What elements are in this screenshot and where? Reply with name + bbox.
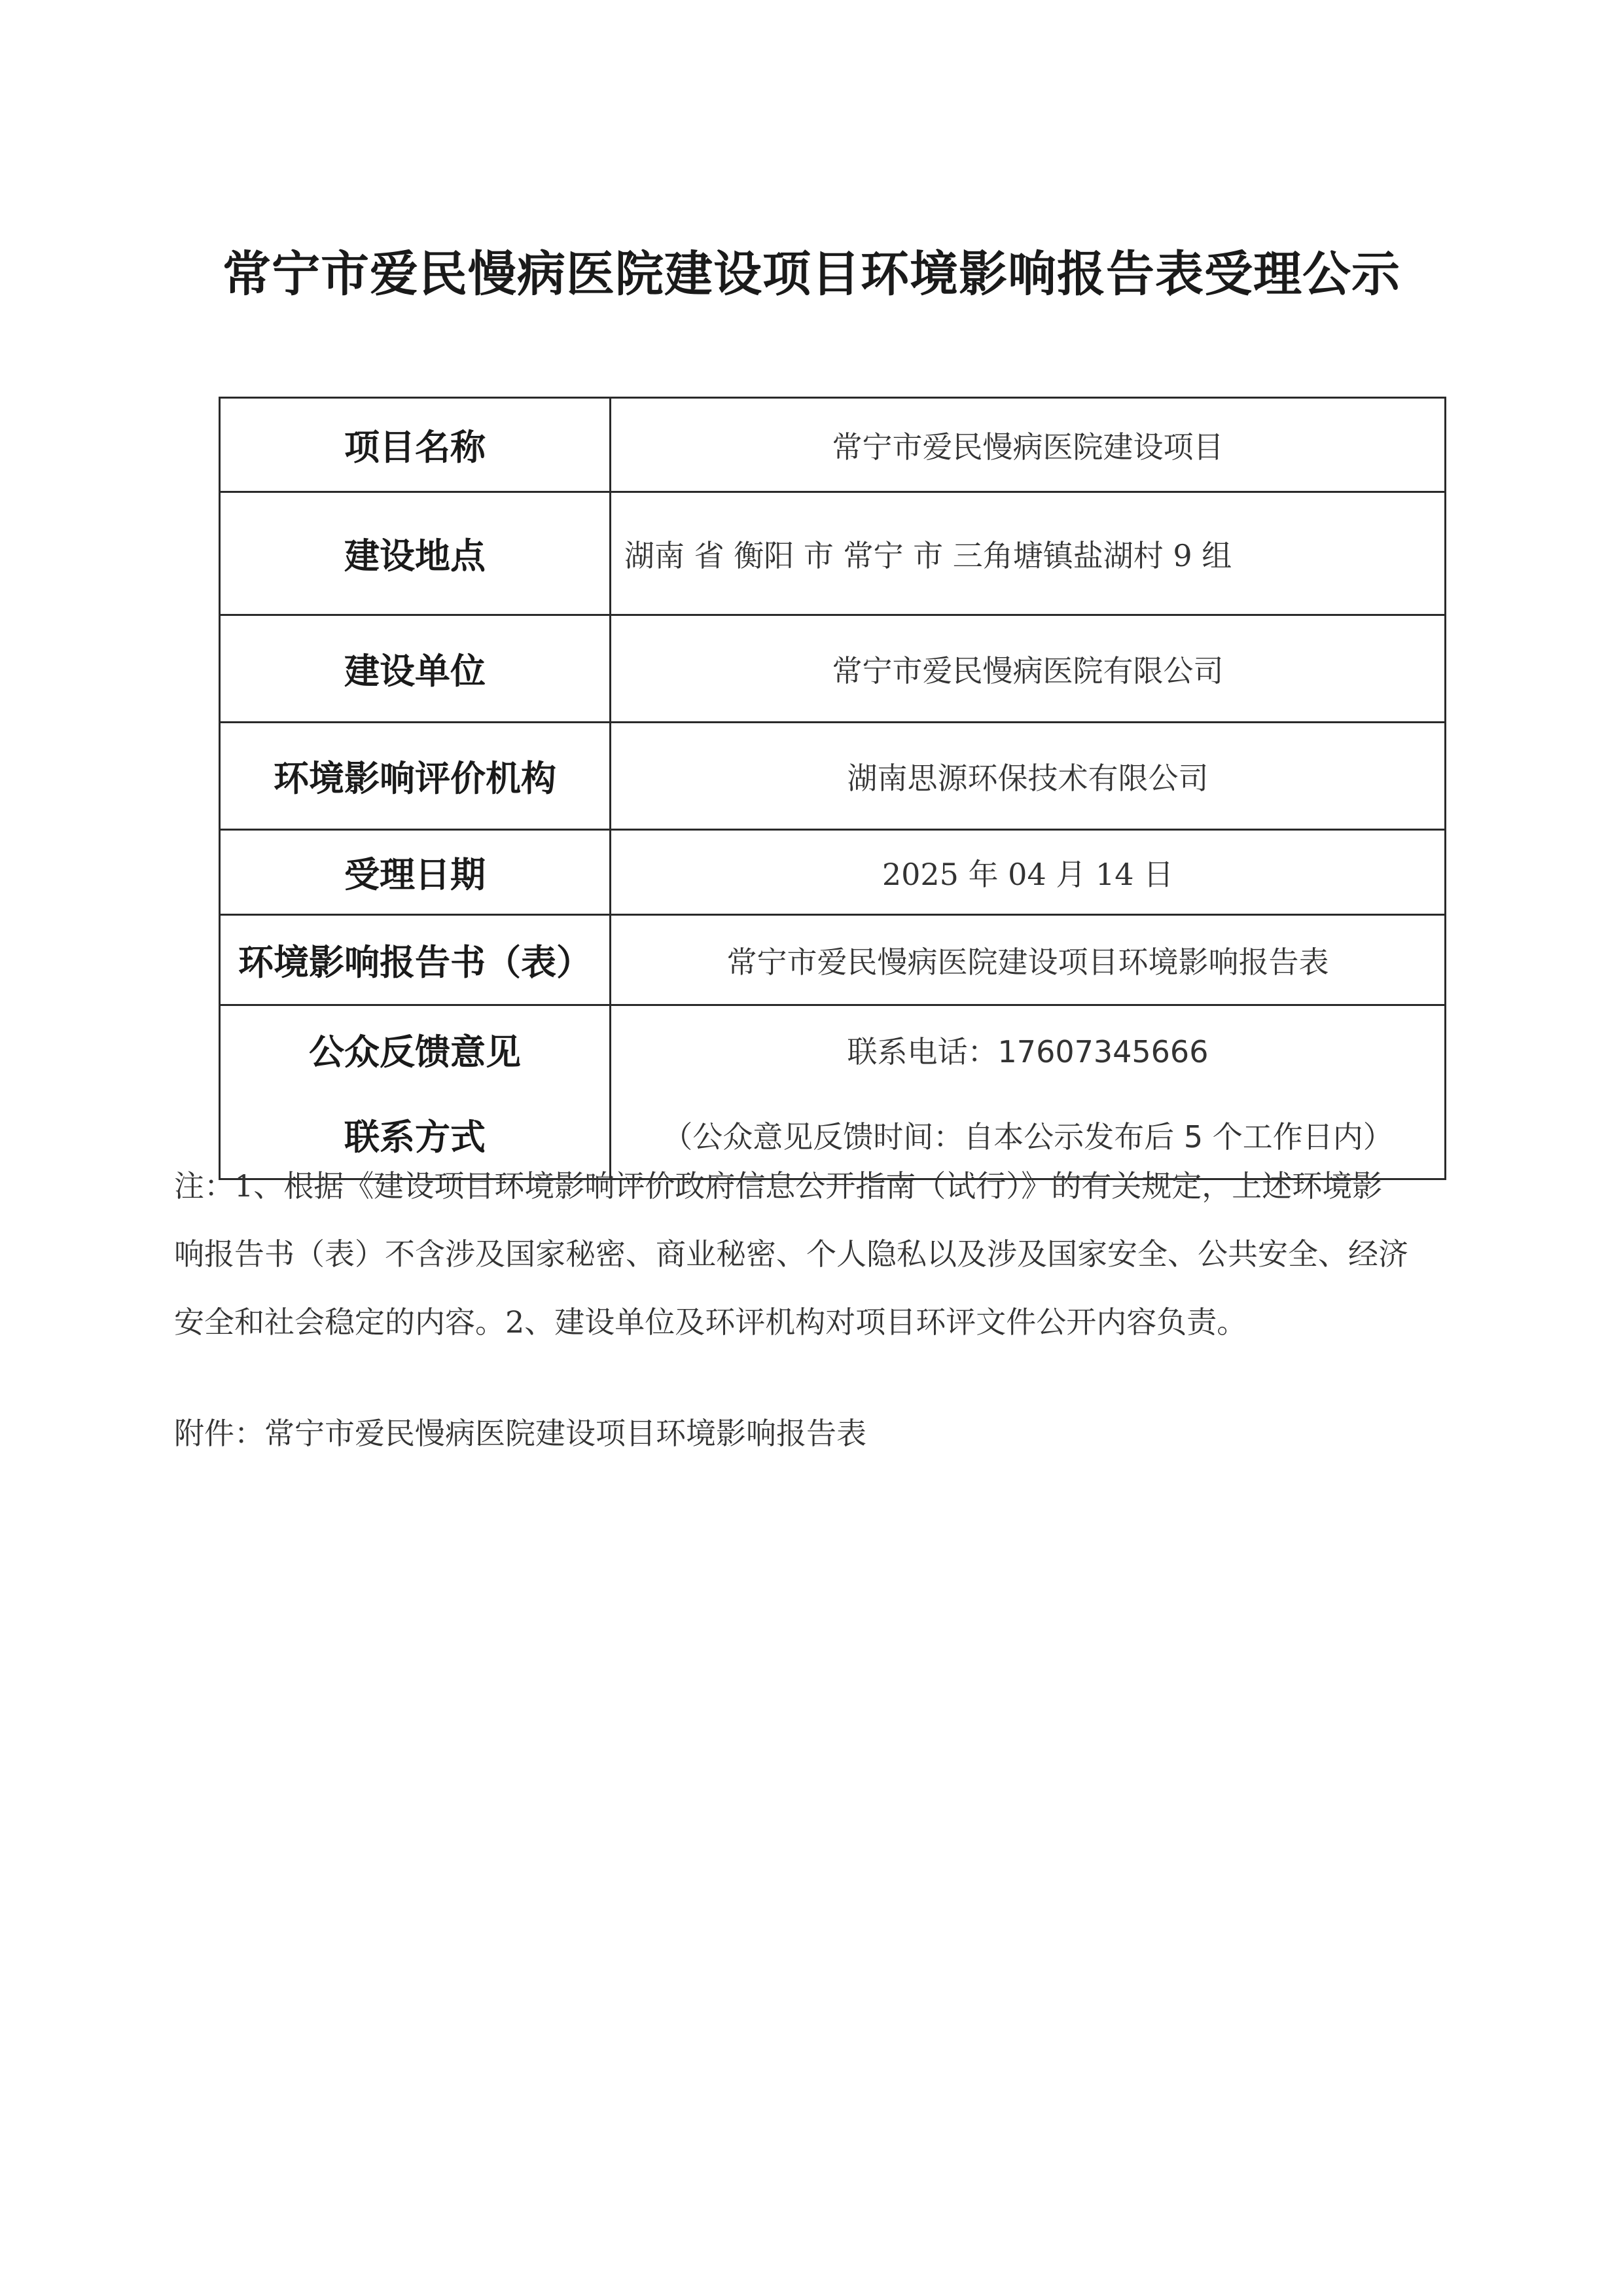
feedback-label-line-2: 联系方式 [344,1117,486,1158]
location-label: 建设地点 [220,492,611,615]
feedback-label-line-1: 公众反馈意见 [309,1031,521,1073]
note-line-2: 响报告书（表）不含涉及国家秘密、商业秘密、个人隐私以及涉及国家安全、公共安全、经济 [174,1236,1408,1272]
feedback-phone: 联系电话：17607345666 [847,1033,1209,1069]
table-row [220,492,1446,615]
feedback-period: （公众意见反馈时间：自本公示发布后 5 个工作日内） [662,1119,1393,1155]
report-value: 常宁市爱民慢病医院建设项目环境影响报告表 [611,915,1446,1005]
table-row [220,398,1446,492]
table-row [220,615,1446,723]
location-value: 湖南 省 衡阳 市 常宁 市 三角塘镇盐湖村 9 组 [611,492,1446,615]
project-name-value: 常宁市爱民慢病医院建设项目 [611,398,1446,492]
note-line-1: 注：1、根据《建设项目环境影响评价政府信息公开指南（试行）》的有关规定，上述环境影 [174,1168,1383,1204]
acceptance-date-label: 受理日期 [220,830,611,915]
table-row [220,830,1446,915]
construction-unit-label: 建设单位 [220,615,611,723]
project-name-label: 项目名称 [220,398,611,492]
report-label: 环境影响报告书（表） [220,915,611,1005]
construction-unit-value: 常宁市爱民慢病医院有限公司 [611,615,1446,723]
attachment-text: 附件：常宁市爱民慢病医院建设项目环境影响报告表 [174,1416,866,1451]
acceptance-date-value: 2025 年 04 月 14 日 [611,830,1446,915]
note-line-3: 安全和社会稳定的内容。2、建设单位及环评机构对项目环评文件公开内容负责。 [174,1304,1247,1340]
page-title: 常宁市爱民慢病医院建设项目环境影响报告表受理公示 [223,246,1400,302]
info-table [219,397,1446,1180]
eia-org-label: 环境影响评价机构 [220,723,611,830]
note-section [174,1152,1457,1356]
table-row [220,915,1446,1005]
eia-org-value: 湖南思源环保技术有限公司 [611,723,1446,830]
table-row [220,723,1446,830]
